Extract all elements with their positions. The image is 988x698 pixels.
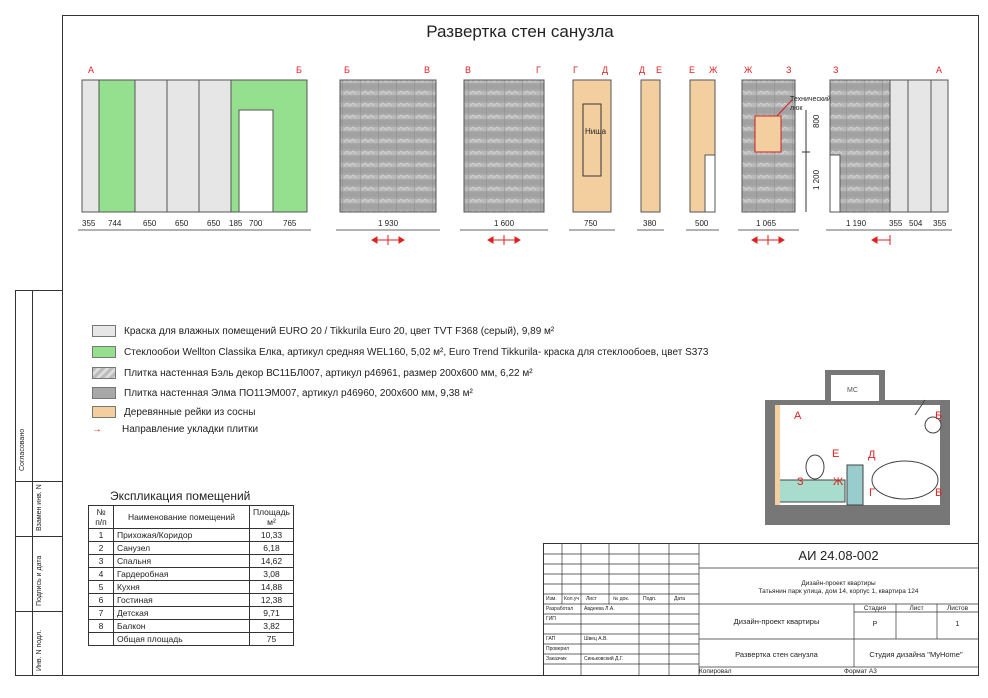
dim-text: 1 930 bbox=[378, 219, 399, 228]
dim-text: 744 bbox=[108, 219, 122, 228]
dim-text: 355 bbox=[82, 219, 96, 228]
dim-text: 355 bbox=[889, 219, 903, 228]
explication-table: № п/п Наименование помещений Площадь м² 1 Прихожая/Коридор 10,33 2 Санузел 6,18 3 Спальня 14,62 4 Гардеробная 3,08 5 Кухня 14,88 6 Гостиная 12,38 7 Детская 9,71 8 Балкон 3,82 Общая площадь 75 bbox=[88, 505, 294, 646]
person-name: Синьковский Д.Г. bbox=[584, 656, 624, 662]
wall-label: Б bbox=[296, 65, 302, 75]
wall-label: Д bbox=[639, 65, 646, 75]
niche-label: Ниша bbox=[585, 127, 607, 136]
legend-item: Плитка настенная Элма ПО11ЭМ007, артикул р46960, 200х600 мм, 9,38 м² bbox=[92, 387, 473, 399]
dim-text: 650 bbox=[143, 219, 157, 228]
dim-text: 650 bbox=[175, 219, 189, 228]
col-header: № док. bbox=[613, 596, 630, 602]
dim-text: 500 bbox=[695, 219, 709, 228]
table-row: 3 Спальня 14,62 bbox=[89, 555, 294, 568]
col-header: Лист bbox=[586, 596, 597, 602]
sheets-header: Листов bbox=[946, 605, 969, 612]
plan-letter: Д bbox=[868, 449, 876, 461]
role-label: ГАП bbox=[546, 636, 556, 642]
wall-label: Е bbox=[656, 65, 663, 75]
explication-title: Экспликация помещений bbox=[110, 489, 251, 503]
dim-text: 355 bbox=[933, 219, 947, 228]
inv-orig-label: Инв. N подл. bbox=[36, 629, 43, 671]
title-block bbox=[543, 543, 979, 676]
col-header: Кол.уч bbox=[564, 596, 579, 602]
sign-date-label: Подпись и дата bbox=[36, 555, 43, 606]
wall-label: А bbox=[88, 65, 95, 75]
stage-header: Стадия bbox=[863, 605, 887, 612]
plan-letter: Б bbox=[935, 410, 943, 422]
table-row: 2 Санузел 6,18 bbox=[89, 542, 294, 555]
sheets-value: 1 bbox=[955, 621, 960, 628]
plan-mc-label: МС bbox=[847, 387, 858, 394]
wall-label: Г bbox=[536, 65, 541, 75]
role-label: Заказчик bbox=[546, 656, 567, 662]
legend-item: Стеклообои Wellton Classika Елка, артикул средняя WEL160, 5,02 м², Euro Trend Tikkurila- краска для стеклообоев, цвет S373 bbox=[92, 346, 708, 358]
legend-item: Деревянные рейки из сосны bbox=[92, 406, 255, 418]
wall-label: Ж bbox=[709, 65, 718, 75]
doc-code: АИ 24.08-002 bbox=[798, 548, 879, 563]
wall-label: З bbox=[786, 65, 792, 75]
role-label: Проверил bbox=[546, 646, 570, 652]
dim-text: 1 600 bbox=[494, 219, 515, 228]
page-title: Развертка стен санузла bbox=[426, 22, 614, 41]
person-name: Авдеева Л.А. bbox=[584, 606, 615, 612]
person-name: Швец А.В. bbox=[584, 636, 608, 642]
dim-text: 1 065 bbox=[756, 219, 777, 228]
inv-replace-label: Взамен инв. N bbox=[36, 484, 43, 531]
hatch-label: Технический люк bbox=[790, 96, 831, 112]
dim-text: 1 200 bbox=[812, 169, 821, 190]
elevation-b-v bbox=[340, 80, 436, 212]
sheet-header: Лист bbox=[909, 605, 924, 612]
plan-letter: А bbox=[794, 410, 802, 422]
dim-text: 185 bbox=[229, 219, 243, 228]
plan-letter: В bbox=[935, 487, 943, 499]
col-header: Изм. bbox=[546, 596, 557, 602]
plan-letter: Г bbox=[869, 487, 875, 499]
project-address: Татьянин парк улица, дом 14, корпус 1, квартира 124 bbox=[758, 588, 919, 595]
wall-label: В bbox=[424, 65, 431, 75]
wall-label: Д bbox=[602, 65, 609, 75]
table-row: 4 Гардеробная 3,08 bbox=[89, 568, 294, 581]
table-row: 8 Балкон 3,82 bbox=[89, 620, 294, 633]
project-name-mid: Дизайн-проект квартиры bbox=[733, 617, 820, 626]
legend-item: Краска для влажных помещений EURO 20 / Tikkurila Euro 20, цвет TVT F368 (серый), 9,89 м² bbox=[92, 325, 554, 337]
format-label: Формат А3 bbox=[844, 668, 877, 675]
bathroom-plan bbox=[765, 370, 950, 525]
plan-letter: Ж bbox=[833, 476, 844, 488]
elevation-g-d bbox=[573, 80, 611, 212]
legend-item: → Направление укладки плитки bbox=[92, 424, 259, 435]
elevation-d-e bbox=[641, 80, 660, 212]
col-header: Подп. bbox=[643, 596, 657, 602]
legend-item: Плитка настенная Бэль декор ВС11БЛ007, артикул р46961, размер 200х600 мм, 6,22 м² bbox=[92, 367, 533, 379]
dim-text: 765 bbox=[283, 219, 297, 228]
project-name: Дизайн-проект квартиры bbox=[801, 580, 876, 587]
agreed-label: Согласовано bbox=[19, 428, 26, 471]
sheet-title: Развертка стен санузла bbox=[735, 650, 818, 659]
role-label: ГИП bbox=[546, 616, 556, 622]
table-row: 5 Кухня 14,88 bbox=[89, 581, 294, 594]
dim-text: 504 bbox=[909, 219, 923, 228]
dim-text: 700 bbox=[249, 219, 263, 228]
arrow-icon: → bbox=[92, 424, 102, 435]
wall-label: З bbox=[833, 65, 839, 75]
wall-label: Ж bbox=[744, 65, 753, 75]
table-row: 7 Детская 9,71 bbox=[89, 607, 294, 620]
wall-label: Б bbox=[344, 65, 350, 75]
wall-label: В bbox=[465, 65, 472, 75]
wall-label: Е bbox=[689, 65, 696, 75]
studio-name: Студия дизайна "MyHome" bbox=[869, 650, 963, 659]
plan-letter: З bbox=[797, 476, 804, 488]
elevation-v-g bbox=[464, 80, 544, 212]
table-row: 1 Прихожая/Коридор 10,33 bbox=[89, 529, 294, 542]
wall-label: Г bbox=[573, 65, 578, 75]
dim-text: 800 bbox=[812, 114, 821, 128]
side-stamp bbox=[15, 290, 63, 676]
copied-label: Копировал bbox=[699, 668, 732, 675]
dim-text: 750 bbox=[584, 219, 598, 228]
table-row: Общая площадь 75 bbox=[89, 633, 294, 646]
plan-letter: Е bbox=[832, 448, 840, 460]
role-label: Разработал bbox=[546, 606, 574, 612]
table-row: 6 Гостиная 12,38 bbox=[89, 594, 294, 607]
dim-text: 650 bbox=[207, 219, 221, 228]
hatch-rect bbox=[755, 116, 781, 152]
col-header: Дата bbox=[674, 596, 686, 602]
dim-text: 1 190 bbox=[846, 219, 867, 228]
wall-label: А bbox=[936, 65, 943, 75]
dim-text: 380 bbox=[643, 219, 657, 228]
stage-value: Р bbox=[872, 621, 878, 628]
elevation-z-a bbox=[830, 80, 948, 212]
elevation-a-b bbox=[82, 80, 307, 212]
